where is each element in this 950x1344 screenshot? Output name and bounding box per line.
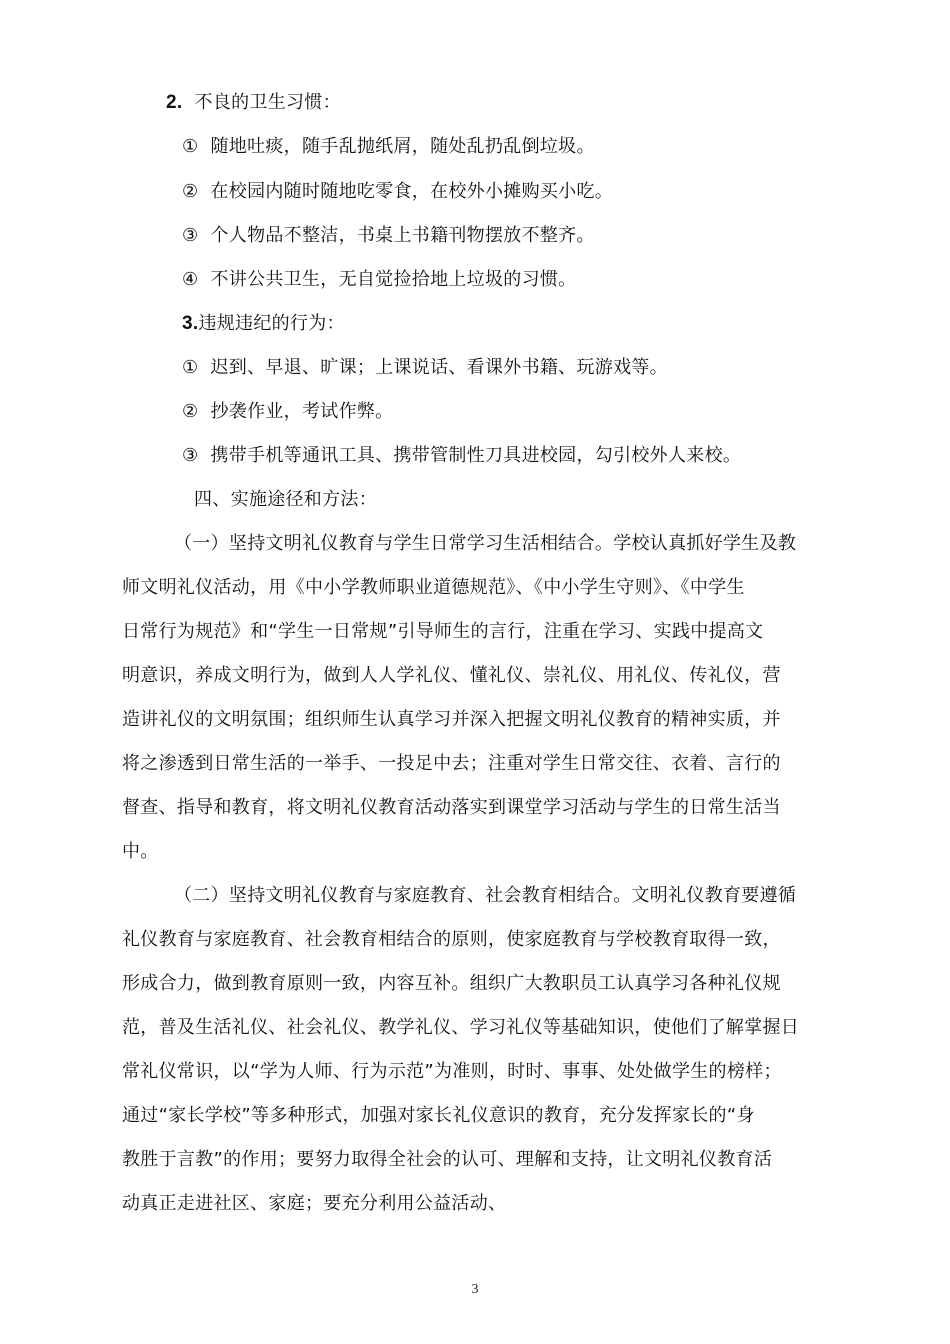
list-item (182, 180, 613, 204)
paragraph-line: 礼仪教育与家庭教育、社会教育相结合的原则，使家庭教育与学校教育取得一致， (122, 929, 781, 950)
section-3-heading (182, 312, 345, 336)
list-item-text: 随地吐痰，随手乱抛纸屑，随处乱扔乱倒垃圾。 (210, 136, 595, 157)
circled-number-marker: ③ (182, 445, 199, 466)
list-item-text: 携带手机等通讯工具、携带管制性刀具进校园，勾引校外人来校。 (210, 445, 742, 466)
list-item-text: 迟到、早退、旷课；上课说话、看课外书籍、玩游戏等。 (210, 357, 668, 378)
list-item (182, 444, 741, 468)
list-item (182, 135, 595, 159)
paragraph-line: 通过“家长学校”等多种形式，加强对家长礼仪意识的教育，充分发挥家长的“身 (122, 1105, 755, 1126)
paragraph-line (122, 522, 834, 566)
paragraph-line: 常礼仪常识，以“学为人师、行为示范”为准则，时时、事事、处处做学生的榜样； (122, 1061, 782, 1082)
paragraph-line (122, 874, 834, 918)
list-item (182, 268, 576, 292)
paragraph-line: 将之渗透到日常生活的一举手、一投足中去；注重对学生日常交往、衣着、言行的 (122, 753, 781, 774)
list-item (182, 400, 393, 424)
list-item-text: 不讲公共卫生，无自觉捡拾地上垃圾的习惯。 (210, 269, 577, 290)
list-item (182, 356, 668, 380)
section-number: 2. (166, 92, 183, 113)
paragraph-line: 教胜于言教”的作用；要努力取得全社会的认可、理解和支持，让文明礼仪教育活 (122, 1149, 773, 1170)
paragraph-line: 师文明礼仪活动，用《中小学教师职业道德规范》、《中小学生守则》、《中学生 (122, 577, 745, 598)
circled-number-marker: ① (182, 136, 199, 157)
list-item-text: 抄袭作业，考试作弊。 (210, 401, 394, 422)
paragraph-line-text: （二）坚持文明礼仪教育与家庭教育、社会教育相结合。文明礼仪教育要遵循 (174, 885, 797, 906)
section-2-heading (166, 91, 341, 115)
list-item (182, 224, 595, 248)
circled-number-marker: ① (182, 357, 199, 378)
circled-number-marker: ③ (182, 225, 199, 246)
page-number: 3 (471, 1282, 479, 1297)
paragraph-line: 范，普及生活礼仪、社会礼仪、教学礼仪、学习礼仪等基础知识，使他们了解掌握日 (122, 1017, 800, 1038)
section-heading-text: 不良的卫生习惯： (194, 92, 341, 113)
section-4-heading: 四、实施途径和方法： (194, 489, 377, 510)
paragraph-line: 督查、指导和教育，将文明礼仪教育活动落实到课堂学习活动与学生的日常生活当 (122, 797, 781, 818)
list-item-text: 在校园内随时随地吃零食，在校外小摊购买小吃。 (210, 181, 614, 202)
paragraph-line-text: （一）坚持文明礼仪教育与学生日常学习生活相结合。学校认真抓好学生及教 (174, 533, 797, 554)
paragraph-line: 明意识，养成文明行为，做到人人学礼仪、懂礼仪、崇礼仪、用礼仪、传礼仪，营 (122, 665, 781, 686)
circled-number-marker: ② (182, 181, 199, 202)
paragraph-line: 形成合力，做到教育原则一致，内容互补。组织广大教职员工认真学习各种礼仪规 (122, 973, 781, 994)
paragraph-line: 中。 (122, 841, 159, 862)
paragraph-line: 造讲礼仪的文明氛围；组织师生认真学习并深入把握文明礼仪教育的精神实质，并 (122, 709, 781, 730)
circled-number-marker: ④ (182, 269, 199, 290)
paragraph-1 (122, 522, 834, 874)
paragraph-line: 日常行为规范》和“学生一日常规”引导师生的言行，注重在学习、实践中提高文 (122, 621, 764, 642)
paragraph-line: 动真正走进社区、家庭；要充分利用公益活动、 (122, 1193, 507, 1214)
circled-number-marker: ② (182, 401, 199, 422)
section-heading-text: 违规违纪的行为： (198, 313, 345, 334)
section-number: 3. (182, 313, 199, 334)
paragraph-2 (122, 874, 834, 1226)
list-item-text: 个人物品不整洁，书桌上书籍刊物摆放不整齐。 (210, 225, 595, 246)
